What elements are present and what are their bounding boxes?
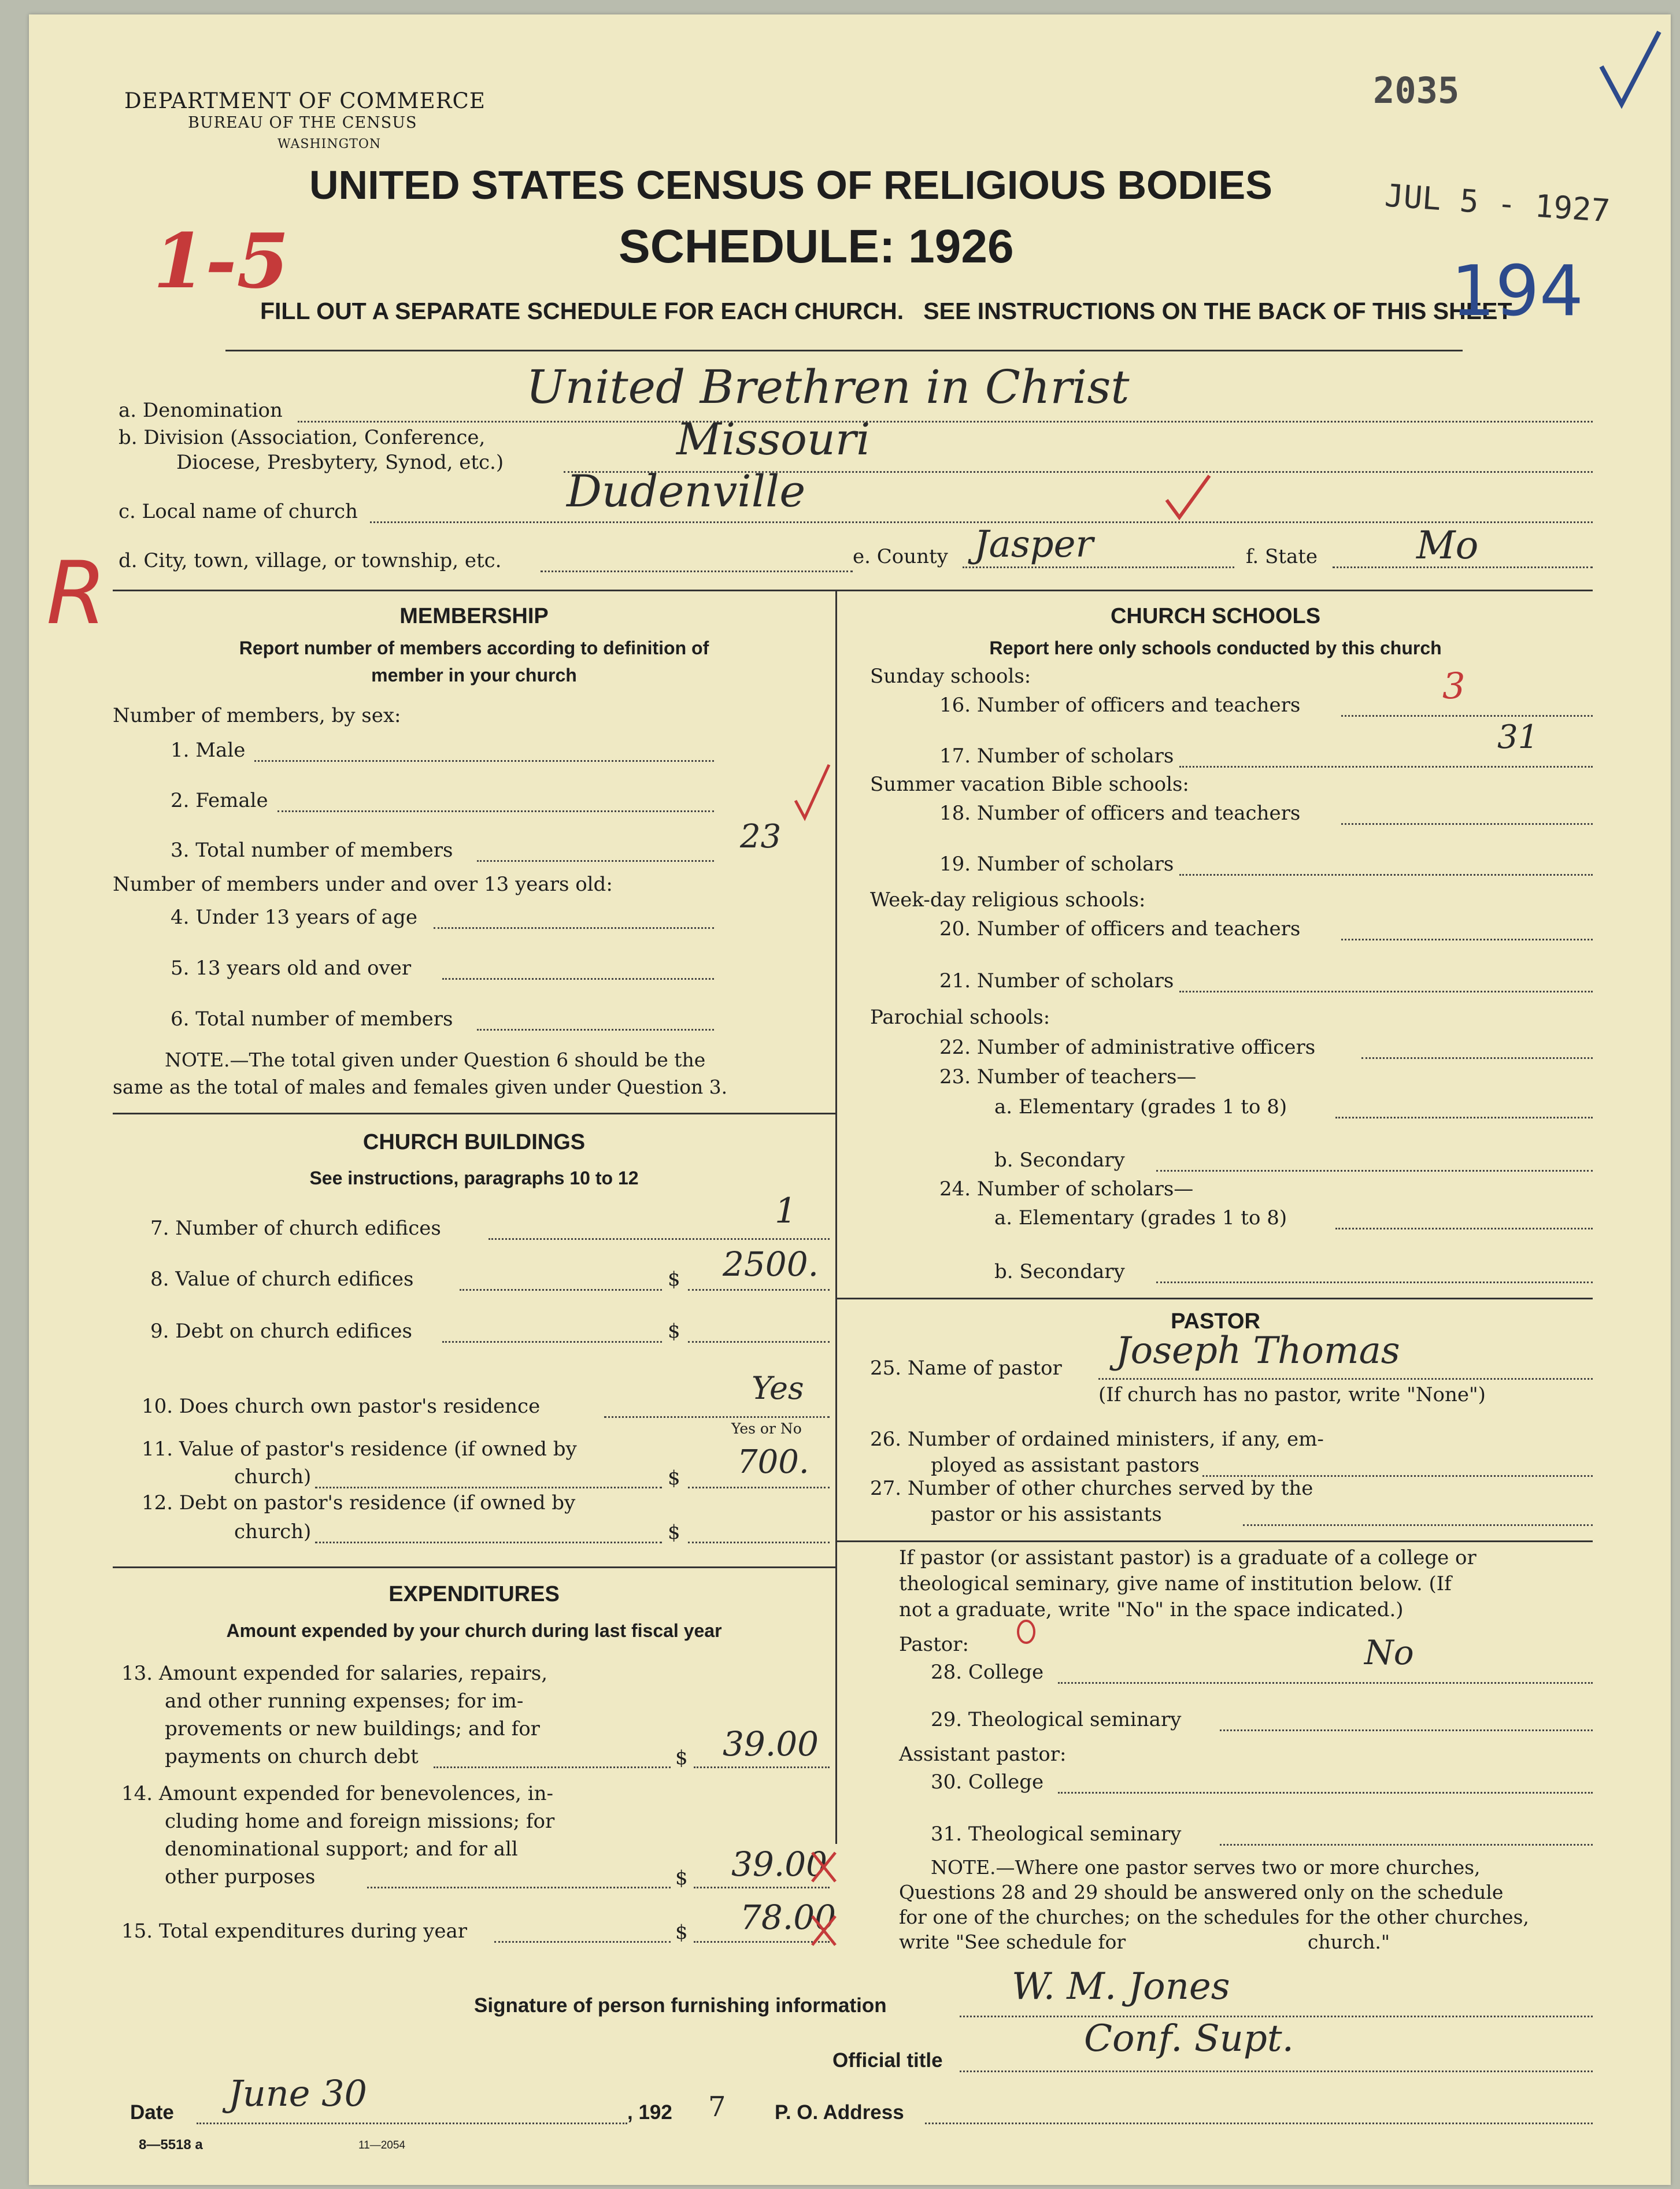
identity-rule	[113, 590, 1593, 591]
other-churches-label: 27. Number of other churches served by the	[870, 1477, 1313, 1500]
other-churches-line	[1243, 1524, 1593, 1526]
residence-value-amount: 700.	[737, 1443, 809, 1481]
assistant-college-line	[1058, 1792, 1593, 1794]
assistant-ministers-label-2: ployed as assistant pastors	[931, 1454, 1200, 1477]
parochial-heading: Parochial schools:	[870, 1006, 1050, 1029]
dollar-sign: $	[675, 1746, 688, 1769]
weekday-officers-line	[1341, 939, 1593, 940]
female-label: 2. Female	[171, 789, 268, 812]
dollar-sign: $	[668, 1268, 680, 1291]
over-13-line	[442, 978, 714, 980]
owns-residence-label: 10. Does church own pastor's residence	[142, 1395, 541, 1418]
pastor-rule	[835, 1540, 1593, 1542]
summer-officers-line	[1341, 823, 1593, 825]
summer-scholars-label: 19. Number of scholars	[939, 853, 1174, 876]
residence-amount-line	[688, 1487, 830, 1488]
edifices-debt-label: 9. Debt on church edifices	[150, 1320, 412, 1343]
city-line	[541, 571, 853, 572]
graduate-instruction-1: If pastor (or assistant pastor) is a graduate of a college or	[899, 1546, 1477, 1569]
column-divider	[835, 590, 837, 1844]
local-name-label: c. Local name of church	[119, 500, 358, 523]
handwritten-r: R	[46, 543, 107, 644]
date-label: Date	[130, 2101, 174, 2124]
po-address-label: P. O. Address	[775, 2101, 904, 2124]
residence-value-line	[315, 1487, 662, 1488]
schools-title: CHURCH SCHOOLS	[1110, 604, 1321, 628]
edifices-value-amount: 2500.	[723, 1244, 819, 1284]
total-expenditures-label: 15. Total expenditures during year	[121, 1920, 468, 1943]
edifices-value: 1	[775, 1191, 797, 1231]
total-expenditures-amount: 78.00	[740, 1898, 837, 1937]
benevolences-label-2: cluding home and foreign missions; for	[165, 1810, 555, 1833]
assistant-seminary-line	[1220, 1844, 1593, 1846]
under-13-line	[434, 927, 714, 929]
county-line	[963, 566, 1234, 568]
age-heading: Number of members under and over 13 years old:	[113, 873, 613, 896]
schools-rule	[835, 1298, 1593, 1299]
residence-value-label-2: church)	[234, 1465, 312, 1488]
census-schedule-sheet	[29, 14, 1671, 2185]
state-label: f. State	[1246, 545, 1318, 568]
form-number: 8—5518 a	[139, 2137, 203, 2153]
summer-heading: Summer vacation Bible schools:	[870, 773, 1189, 796]
admin-officers-label: 22. Number of administrative officers	[939, 1036, 1316, 1059]
sunday-scholars-value: 31	[1497, 718, 1539, 756]
residence-value-label: 11. Value of pastor's residence (if owned by	[142, 1438, 577, 1461]
print-number: 11—2054	[358, 2139, 405, 2151]
teachers-heading: 23. Number of teachers—	[939, 1065, 1197, 1088]
handwritten-194: 194	[1451, 251, 1584, 332]
year-label: , 192	[627, 2101, 672, 2124]
weekday-heading: Week-day religious schools:	[870, 888, 1146, 912]
scholars-elementary-label: a. Elementary (grades 1 to 8)	[994, 1206, 1287, 1229]
male-line	[254, 760, 714, 762]
total-age-label: 6. Total number of members	[171, 1008, 453, 1031]
official-title-line	[960, 2071, 1593, 2072]
pastor-seminary-line	[1220, 1729, 1593, 1731]
total-expenditures-line	[494, 1941, 671, 1943]
other-churches-label-2: pastor or his assistants	[931, 1503, 1162, 1526]
red-check-icon	[792, 760, 832, 824]
fill-out-instruction: FILL OUT A SEPARATE SCHEDULE FOR EACH CHURCH. SEE INSTRUCTIONS ON THE BACK OF THIS SHEET	[260, 298, 1512, 324]
division-label: b. Division (Association, Conference,	[119, 426, 486, 449]
residence-debt-label: 12. Debt on pastor's residence (if owned by	[142, 1491, 576, 1514]
yes-no-caption: Yes or No	[731, 1420, 802, 1437]
state-value: Mo	[1416, 523, 1479, 568]
teachers-secondary-label: b. Secondary	[994, 1149, 1125, 1172]
department-heading: DEPARTMENT OF COMMERCE	[124, 88, 486, 113]
running-expenses-label-2: and other running expenses; for im-	[165, 1690, 524, 1713]
signature-label: Signature of person furnishing information	[474, 1994, 887, 2017]
under-13-label: 4. Under 13 years of age	[171, 906, 417, 929]
red-circle-mark-icon	[1012, 1616, 1041, 1647]
year-digit: 7	[708, 2091, 726, 2123]
city-heading: WASHINGTON	[277, 137, 382, 151]
date-line	[197, 2123, 627, 2124]
pastor-note-4: write "See schedule for church."	[899, 1931, 1390, 1953]
edifices-label: 7. Number of church edifices	[150, 1217, 441, 1240]
po-address-line	[925, 2123, 1593, 2124]
pastor-note-1: NOTE.—Where one pastor serves two or more churches,	[931, 1856, 1481, 1879]
denomination-line	[298, 421, 1593, 423]
sunday-scholars-label: 17. Number of scholars	[939, 745, 1174, 768]
graduate-instruction-3: not a graduate, write "No" in the space indicated.)	[899, 1598, 1404, 1621]
sunday-scholars-line	[1179, 766, 1593, 768]
pastor-name-value: Joseph Thomas	[1116, 1329, 1400, 1372]
denomination-value: United Brethren in Christ	[526, 360, 1130, 414]
buildings-title: CHURCH BUILDINGS	[362, 1130, 586, 1154]
membership-note-2: same as the total of males and females given under Question 3.	[113, 1076, 728, 1098]
pastor-subheading: Pastor:	[899, 1633, 969, 1656]
pastor-name-label: 25. Name of pastor	[870, 1357, 1062, 1380]
pastor-title: PASTOR	[1171, 1309, 1260, 1334]
owns-residence-value: Yes	[752, 1370, 804, 1406]
check-mark-icon	[1596, 26, 1665, 113]
expenditures-sub: Amount expended by your church during last fiscal year	[226, 1620, 722, 1641]
running-expenses-line	[434, 1766, 671, 1768]
pastor-college-line	[1058, 1682, 1593, 1684]
scholars-elementary-line	[1335, 1228, 1593, 1229]
pastor-name-line	[1098, 1378, 1593, 1380]
local-name-value: Dudenville	[567, 465, 806, 517]
edifices-value-line	[460, 1289, 662, 1291]
membership-note-1: NOTE.—The total given under Question 6 should be the	[165, 1049, 706, 1071]
weekday-scholars-line	[1179, 991, 1593, 992]
running-expenses-amount: 39.00	[723, 1724, 819, 1764]
date-value: June 30	[228, 2072, 368, 2114]
pastor-college-label: 28. College	[931, 1661, 1044, 1684]
residence-debt-amount-line	[688, 1542, 830, 1543]
summer-officers-label: 18. Number of officers and teachers	[939, 802, 1301, 825]
division-label-2: Diocese, Presbytery, Synod, etc.)	[176, 451, 504, 474]
owns-residence-line	[604, 1416, 830, 1418]
edifices-amount-line	[688, 1289, 830, 1291]
stamp-number: 2035	[1373, 69, 1460, 112]
county-label: e. County	[853, 545, 948, 568]
scholars-secondary-line	[1156, 1281, 1593, 1283]
membership-sub-1: Report number of members according to definition of	[239, 638, 709, 658]
sunday-officers-label: 16. Number of officers and teachers	[939, 694, 1301, 717]
benevolences-amount: 39.00	[731, 1844, 828, 1884]
assistant-subheading: Assistant pastor:	[899, 1743, 1067, 1766]
male-label: 1. Male	[171, 739, 246, 762]
membership-sub-2: member in your church	[371, 665, 577, 686]
schools-sub: Report here only schools conducted by this church	[989, 638, 1442, 658]
benevolences-label-3: denominational support; and for all	[165, 1838, 518, 1861]
buildings-rule	[113, 1566, 835, 1568]
dollar-sign: $	[675, 1866, 688, 1890]
over-13-label: 5. 13 years old and over	[171, 957, 412, 980]
pastor-none-note: (If church has no pastor, write "None")	[1098, 1383, 1486, 1406]
city-label: d. City, town, village, or township, etc.	[119, 549, 502, 572]
edifices-debt-line	[442, 1341, 662, 1343]
teachers-secondary-line	[1156, 1170, 1593, 1172]
sunday-officers-line	[1341, 715, 1593, 717]
running-expenses-amount-line	[694, 1766, 830, 1768]
county-value: Jasper	[974, 523, 1094, 566]
dollar-sign: $	[675, 1921, 688, 1944]
official-title-label: Official title	[832, 2049, 943, 2072]
edifices-line	[489, 1238, 830, 1240]
pastor-note-2: Questions 28 and 29 should be answered only on the schedule	[899, 1881, 1504, 1903]
membership-rule	[113, 1113, 835, 1114]
assistant-ministers-label: 26. Number of ordained ministers, if any, em-	[870, 1428, 1324, 1451]
residence-debt-label-2: church)	[234, 1520, 312, 1543]
admin-officers-line	[1361, 1057, 1593, 1059]
received-date-stamp: JUL 5 - 1927	[1383, 177, 1611, 229]
buildings-sub: See instructions, paragraphs 10 to 12	[309, 1168, 639, 1188]
benevolences-label-4: other purposes	[165, 1865, 316, 1888]
pastor-seminary-label: 29. Theological seminary	[931, 1708, 1182, 1731]
signature-value: W. M. Jones	[1012, 1965, 1230, 2008]
total-members-line	[477, 860, 714, 862]
summer-scholars-line	[1179, 874, 1593, 876]
benevolences-label: 14. Amount expended for benevolences, in-	[121, 1782, 554, 1805]
scholars-heading: 24. Number of scholars—	[939, 1177, 1194, 1201]
graduate-instruction-2: theological seminary, give name of institution below. (If	[899, 1572, 1452, 1595]
running-expenses-label-3: provements or new buildings; and for	[165, 1717, 540, 1740]
bureau-heading: BUREAU OF THE CENSUS	[188, 114, 417, 132]
running-expenses-label-4: payments on church debt	[165, 1745, 419, 1768]
pastor-note-3: for one of the churches; on the schedules for the other churches,	[899, 1906, 1529, 1928]
expenditures-title: EXPENDITURES	[388, 1582, 560, 1606]
edifices-value-label: 8. Value of church edifices	[150, 1268, 414, 1291]
teachers-elementary-line	[1335, 1117, 1593, 1118]
pastor-college-value: No	[1364, 1633, 1414, 1672]
assistant-seminary-label: 31. Theological seminary	[931, 1823, 1182, 1846]
total-members-value: 23	[740, 818, 782, 855]
teachers-elementary-label: a. Elementary (grades 1 to 8)	[994, 1095, 1287, 1118]
header-rule	[225, 350, 1463, 351]
weekday-scholars-label: 21. Number of scholars	[939, 969, 1174, 992]
running-expenses-label: 13. Amount expended for salaries, repairs,	[121, 1662, 548, 1685]
benevolences-line	[367, 1887, 671, 1888]
by-sex-heading: Number of members, by sex:	[113, 704, 401, 727]
denomination-label: a. Denomination	[119, 399, 283, 422]
total-age-line	[477, 1029, 714, 1031]
edifices-debt-amount-line	[688, 1341, 830, 1343]
female-line	[277, 810, 714, 812]
weekday-officers-label: 20. Number of officers and teachers	[939, 917, 1301, 940]
handwritten-1-5: 1-5	[153, 217, 289, 305]
total-members-label: 3. Total number of members	[171, 839, 453, 862]
official-title-value: Conf. Supt.	[1084, 2017, 1294, 2060]
red-marks-icon	[806, 1847, 841, 1957]
sunday-officers-value: 3	[1442, 665, 1466, 707]
assistant-college-label: 30. College	[931, 1771, 1044, 1794]
dollar-sign: $	[668, 1320, 680, 1343]
residence-debt-line	[315, 1542, 662, 1543]
state-line	[1333, 566, 1593, 568]
division-value: Missouri	[676, 413, 871, 465]
form-title: UNITED STATES CENSUS OF RELIGIOUS BODIES	[309, 162, 1272, 208]
dollar-sign: $	[668, 1466, 680, 1490]
sunday-heading: Sunday schools:	[870, 665, 1031, 688]
scholars-secondary-label: b. Secondary	[994, 1260, 1125, 1283]
membership-title: MEMBERSHIP	[399, 604, 549, 628]
schedule-title: SCHEDULE: 1926	[619, 220, 1014, 273]
dollar-sign: $	[668, 1521, 680, 1544]
red-check-icon	[1162, 471, 1214, 523]
